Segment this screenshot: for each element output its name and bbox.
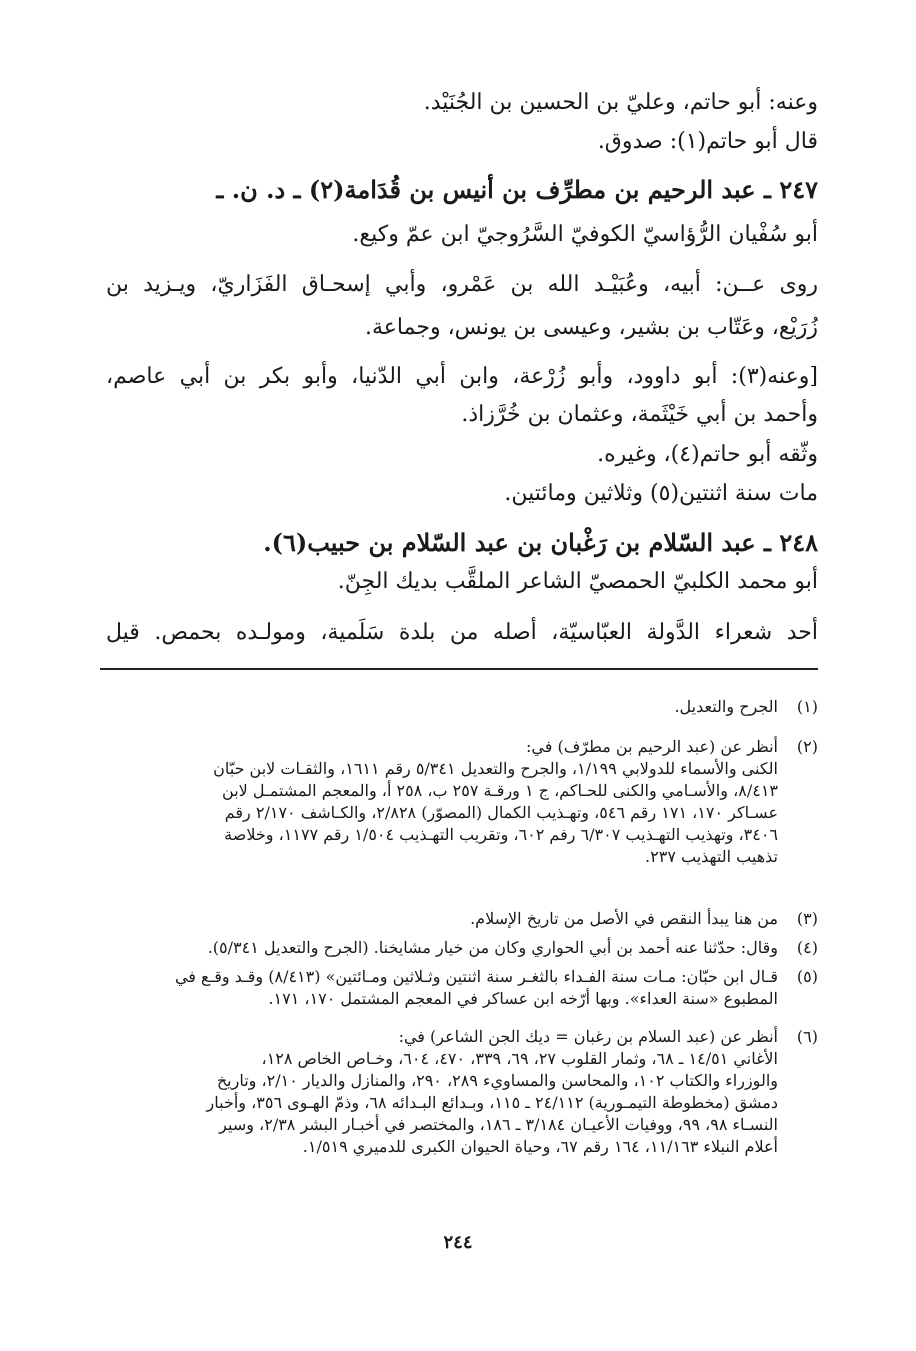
footnote-line: وقال: حدّثنا عنه أحمد بن أبي الحواري وكان من خيار مشايخنا. (الجرح والتعديل ٥/٣٤١).	[207, 938, 778, 957]
entry-248-lineage: أبو محمد الكلبيّ الحمصيّ الشاعر الملقَّب بديك الجِنّ.	[337, 569, 818, 594]
footnote-line: عسـاكر ١٧٠، ١٧١ رقم ٥٤٦، وتهـذيب الكمال (المصوّر) ٢/٨٢٨، والكـاشف ٢/١٧٠ رقم	[224, 803, 778, 822]
footnote-line: من هنا يبدأ النقص في الأصل من تاريخ الإسلام.	[470, 909, 778, 928]
page-number: ٢٤٤	[443, 1232, 473, 1253]
footnote-number: (١)	[796, 697, 818, 716]
entry-248-title: ٢٤٨ ـ عبد السّلام بن رَغْبان بن عبد السّلام بن حبيب(٦).	[263, 528, 818, 557]
entry-247-narrated-from-cont: زُرَيْع، وعَتّاب بن بشير، وعيسى بن يونس، وجماعة.	[365, 315, 818, 340]
entry-247-death: مات سنة اثنتين(٥) وثلاثين ومائتين.	[504, 481, 818, 506]
footnote-3	[100, 908, 818, 930]
footnote-number: (٦)	[796, 1027, 818, 1046]
entry-247-narrated-from: روى عــن: أبيه، وعُبَيْـد الله بن عَمْرو، وأبي إسحـاق الفَزَاريّ، ويـزيد بن	[106, 272, 818, 297]
footnote-5	[100, 966, 818, 1010]
entry-247-lineage: أبو سُفْيان الرُّؤاسيّ الكوفيّ السَّرُوجيّ ابن عمّ وكيع.	[352, 222, 818, 247]
footnote-line: النسـاء ٩٨، ٩٩، ووفيات الأعيـان ٣/١٨٤ ـ ١٨٦، والمختصر في أخبـار البشر ٢/٣٨، وسير	[219, 1115, 778, 1134]
footnote-line: المطبوع «سنة العداء». وبها أرّخه ابن عساكر في المعجم المشتمل ١٧٠، ١٧١.	[268, 989, 778, 1008]
footnote-line: الجرح والتعديل.	[674, 697, 778, 716]
footnote-line: أنظر عن (عبد الرحيم بن مطرّف) في:	[526, 737, 778, 756]
footnote-line: الأغاني ١٤/٥١ ـ ٦٨، وثمار القلوب ٢٧، ٦٩، ٣٣٩، ٤٧٠، ٦٠٤، وخـاص الخاص ١٢٨،	[261, 1049, 778, 1068]
footnote-divider	[100, 668, 818, 670]
body-line: قال أبو حاتم(١): صدوق.	[597, 129, 818, 154]
footnote-line: الكنى والأسماء للدولابي ١/١٩٩، والجرح والتعديل ٥/٣٤١ رقم ١٦١١، والثقـات لابن حبّان	[213, 759, 778, 778]
footnote-line: قـال ابن حبّان: مـات سنة الفـداء بالثغـر سنة اثنتين وثـلاثين ومـائتين» (٨/٤١٣) وقـد وقـع في	[174, 967, 778, 986]
footnote-number: (٣)	[796, 909, 818, 928]
entry-247-grading: وثّقه أبو حاتم(٤)، وغيره.	[597, 442, 818, 467]
entry-247-narrators-cont: وأحمد بن أبي خَيْثَمة، وعثمان بن خُرَّزاذ.	[461, 402, 818, 427]
footnote-4	[100, 937, 818, 959]
entry-247-title: ٢٤٧ ـ عبد الرحيم بن مطرِّف بن أنيس بن قُدَامة(٢) ـ د. ن. ـ	[216, 175, 818, 204]
footnote-line: أعلام النبلاء ١١/١٦٣، ١٦٤ رقم ٦٧، وحياة الحيوان الكبرى للدميري ١/٥١٩.	[302, 1137, 778, 1156]
footnote-1	[100, 696, 818, 718]
footnote-line: ٨/٤١٣، والأسـامي والكنى للحـاكم، ج ١ ورقـة ٢٥٧ ب، ٢٥٨ أ، والمعجم المشتمـل لابن	[222, 781, 778, 800]
footnote-line: أنظر عن (عبد السلام بن رغبان = ديك الجن الشاعر) في:	[398, 1027, 778, 1046]
footnote-line: تذهيب التهذيب ٢٣٧.	[645, 847, 778, 866]
entry-247-narrators: [وعنه(٣): أبو داوود، وأبو زُرْعة، وابن أبي الدّنيا، وأبو بكر بن أبي عاصم،	[106, 364, 818, 389]
footnote-2	[100, 736, 818, 868]
footnote-6	[100, 1026, 818, 1158]
footnote-number: (٤)	[796, 938, 818, 957]
footnote-line: دمشق (مخطوطة التيمـورية) ٢٤/١١٢ ـ ١١٥، وبـدائع البـدائه ٦٨، وذمّ الهـوى ٣٥٦، وأخبار	[206, 1093, 778, 1112]
footnote-line: والوزراء والكتاب ١٠٢، والمحاسن والمساويء ٢٨٩، ٢٩٠، والمنازل والديار ٢/١٠، وتاريخ	[216, 1071, 778, 1090]
body-line: وعنه: أبو حاتم، وعليّ بن الحسين بن الجُنَيْد.	[423, 90, 818, 115]
entry-248-biography: أحد شعراء الدَّولة العبّاسيّة، أصله من بلدة سَلَمية، ومولـده بحمص. قيل	[106, 620, 818, 645]
footnote-number: (٥)	[796, 967, 818, 986]
footnote-number: (٢)	[796, 737, 818, 756]
footnote-line: ٣٤٠٦، وتهذيب التهـذيب ٦/٣٠٧ رفم ٦٠٢، وتقريب التهـذيب ١/٥٠٤ رقم ١١٧٧، وخلاصة	[224, 825, 778, 844]
